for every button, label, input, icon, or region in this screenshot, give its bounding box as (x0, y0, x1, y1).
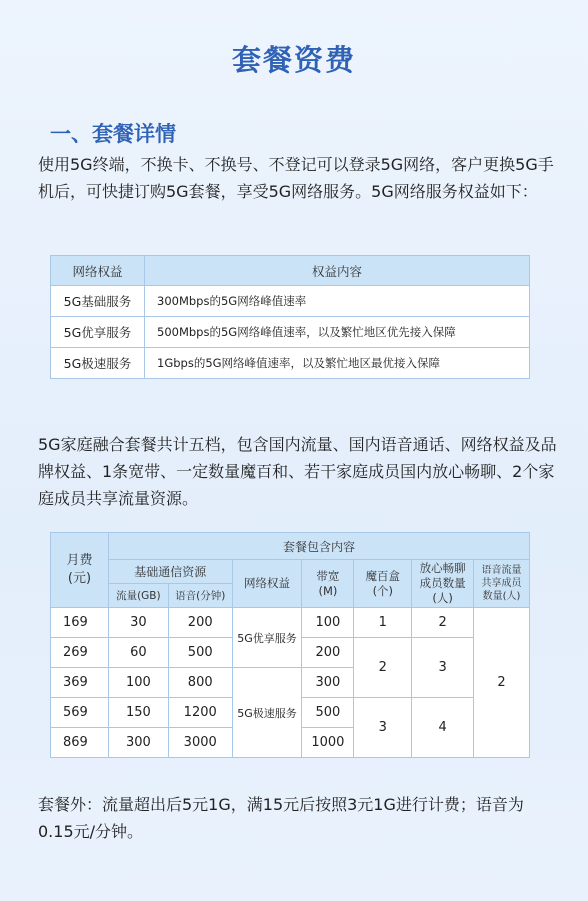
rights-name: 5G极速服务 (51, 348, 145, 379)
fee-cell: 369 (51, 668, 109, 698)
header-bandwidth: 带宽 (M) (302, 560, 354, 608)
mbh-cell: 1 (354, 608, 412, 638)
voice-cell: 3000 (168, 728, 232, 758)
bandwidth-cell: 100 (302, 608, 354, 638)
mbh-cell: 3 (354, 698, 412, 758)
bandwidth-cell: 1000 (302, 728, 354, 758)
voice-cell: 500 (168, 638, 232, 668)
rights-name: 5G基础服务 (51, 286, 145, 317)
table-header-row (51, 560, 530, 584)
table-header-row (51, 256, 530, 286)
chat-cell: 2 (412, 608, 474, 638)
table-row (51, 286, 530, 317)
table-row (51, 608, 530, 638)
header-share-members: 语音流量 共享成员 数量(人) (474, 560, 530, 608)
voice-cell: 200 (168, 608, 232, 638)
table-header-row (51, 533, 530, 560)
table-row (51, 348, 530, 379)
rights-content: 300Mbps的5G网络峰值速率 (145, 286, 530, 317)
rights-cell: 5G优享服务 (232, 608, 302, 668)
header-fee: 月费 (元) (51, 533, 109, 608)
data-cell: 100 (108, 668, 168, 698)
fee-cell: 269 (51, 638, 109, 668)
intro-paragraph: 使用5G终端，不换卡、不换号、不登记可以登录5G网络，客户更换5G手机后，可快捷订购5G套餐，享受5G网络服务。5G网络服务权益如下： (38, 155, 554, 201)
family-intro-paragraph: 5G家庭融合套餐共计五档，包含国内流量、国内语音通话、网络权益及品牌权益、1条宽带、一定数量魔百和、若干家庭成员国内放心畅聊、2个家庭成员共享流量资源。 (38, 435, 557, 508)
data-cell: 30 (108, 608, 168, 638)
fee-cell: 869 (51, 728, 109, 758)
data-cell: 300 (108, 728, 168, 758)
bandwidth-cell: 500 (302, 698, 354, 728)
mbh-cell: 2 (354, 638, 412, 698)
data-cell: 150 (108, 698, 168, 728)
share-cell: 2 (474, 608, 530, 758)
rights-content: 500Mbps的5G网络峰值速率，以及繁忙地区优先接入保障 (145, 317, 530, 348)
header-data: 流量(GB) (108, 584, 168, 608)
footer-note: 套餐外：流量超出后5元1G，满15元后按照3元1G进行计费；语音为0.15元/分钟。 (38, 795, 524, 841)
header-chat-members: 放心畅聊 成员数量(人) (412, 560, 474, 608)
table-row (51, 317, 530, 348)
header-content: 权益内容 (145, 256, 530, 286)
chat-cell: 4 (412, 698, 474, 758)
header-voice: 语音(分钟) (168, 584, 232, 608)
voice-cell: 800 (168, 668, 232, 698)
voice-cell: 1200 (168, 698, 232, 728)
fee-cell: 569 (51, 698, 109, 728)
chat-cell: 3 (412, 638, 474, 698)
header-package-contents: 套餐包含内容 (108, 533, 529, 560)
header-rights: 网络权益 (51, 256, 145, 286)
bandwidth-cell: 200 (302, 638, 354, 668)
header-basic-resources: 基础通信资源 (108, 560, 232, 584)
rights-content: 1Gbps的5G网络峰值速率，以及繁忙地区最优接入保障 (145, 348, 530, 379)
network-rights-table (50, 255, 530, 379)
rights-name: 5G优享服务 (51, 317, 145, 348)
header-network-rights: 网络权益 (232, 560, 302, 608)
package-table (50, 532, 530, 758)
fee-cell: 169 (51, 608, 109, 638)
bandwidth-cell: 300 (302, 668, 354, 698)
header-mbh: 魔百盒 (个) (354, 560, 412, 608)
rights-cell: 5G极速服务 (232, 668, 302, 758)
page-title: 套餐资费 (231, 43, 356, 77)
section-title: 一、套餐详情 (50, 122, 176, 146)
data-cell: 60 (108, 638, 168, 668)
